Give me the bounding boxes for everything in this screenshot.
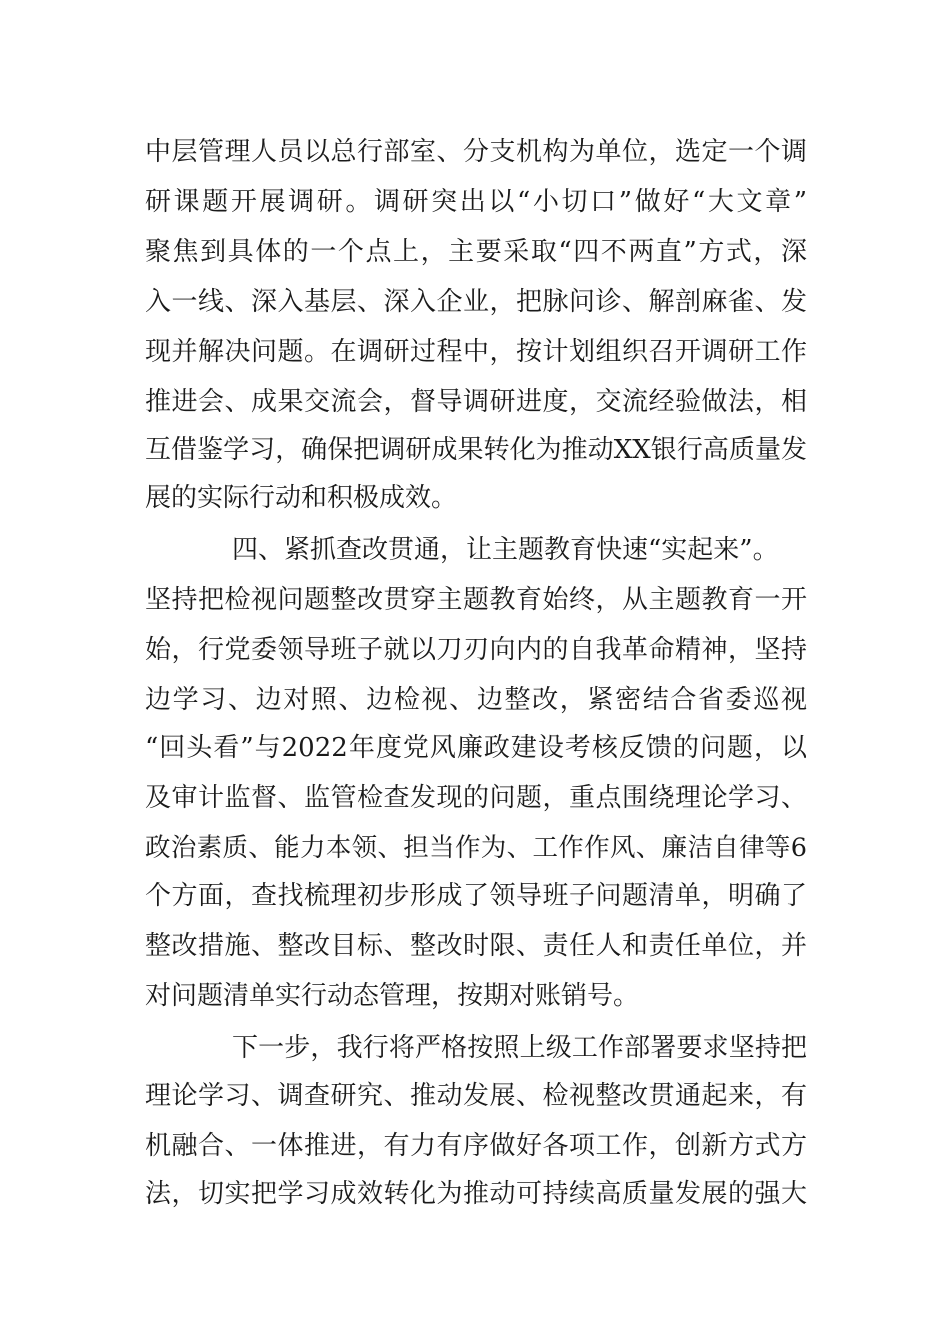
paragraph-1-line-8: 展的实际行动和积极成效。 xyxy=(145,483,458,513)
paragraph-3-line-2: 理论学习、调查研究、推动发展、检视整改贯通起来，有 xyxy=(145,1081,807,1111)
paragraph-2-line-2: 坚持把检视问题整改贯穿主题教育始终，从主题教育一开 xyxy=(145,585,807,615)
paragraph-2-line-10: 对问题清单实行动态管理，按期对账销号。 xyxy=(145,981,640,1011)
paragraph-1-line-1: 中层管理人员以总行部室、分支机构为单位，选定一个调 xyxy=(145,137,807,167)
paragraph-2-line-9: 整改措施、整改目标、整改时限、责任人和责任单位，并 xyxy=(145,931,807,961)
section-heading: 四、紧抓查改贯通，让主题教育快速“实起来”。 xyxy=(232,535,779,565)
paragraph-1-line-5: 现并解决问题。在调研过程中，按计划组织召开调研工作 xyxy=(145,337,807,367)
paragraph-1-line-2: 研课题开展调研。调研突出以“小切口”做好“大文章” xyxy=(145,187,807,217)
paragraph-3-line-1: 下一步，我行将严格按照上级工作部署要求坚持把 xyxy=(232,1033,807,1063)
paragraph-3-line-3: 机融合、一体推进，有力有序做好各项工作，创新方式方 xyxy=(145,1131,807,1161)
paragraph-1-line-4: 入一线、深入基层、深入企业，把脉问诊、解剖麻雀、发 xyxy=(145,287,807,317)
paragraph-2-line-5: “回头看”与2022年度党风廉政建设考核反馈的问题，以 xyxy=(145,733,807,763)
paragraph-2-line-8: 个方面，查找梳理初步形成了领导班子问题清单，明确了 xyxy=(145,881,807,911)
paragraph-2-line-6: 及审计监督、监管检查发现的问题，重点围绕理论学习、 xyxy=(145,783,807,813)
paragraph-2-line-7: 政治素质、能力本领、担当作为、工作作风、廉洁自律等6 xyxy=(145,833,807,863)
paragraph-1-line-6: 推进会、成果交流会，督导调研进度，交流经验做法，相 xyxy=(145,387,807,417)
paragraph-2-line-3: 始，行党委领导班子就以刀刃向内的自我革命精神，坚持 xyxy=(145,635,807,665)
paragraph-3-line-4: 法，切实把学习成效转化为推动可持续高质量发展的强大 xyxy=(145,1179,807,1209)
paragraph-1-line-7: 互借鉴学习，确保把调研成果转化为推动XX银行高质量发 xyxy=(145,435,807,465)
paragraph-1-line-3: 聚焦到具体的一个点上，主要采取“四不两直”方式，深 xyxy=(145,237,807,267)
paragraph-2-line-4: 边学习、边对照、边检视、边整改，紧密结合省委巡视 xyxy=(145,685,807,715)
